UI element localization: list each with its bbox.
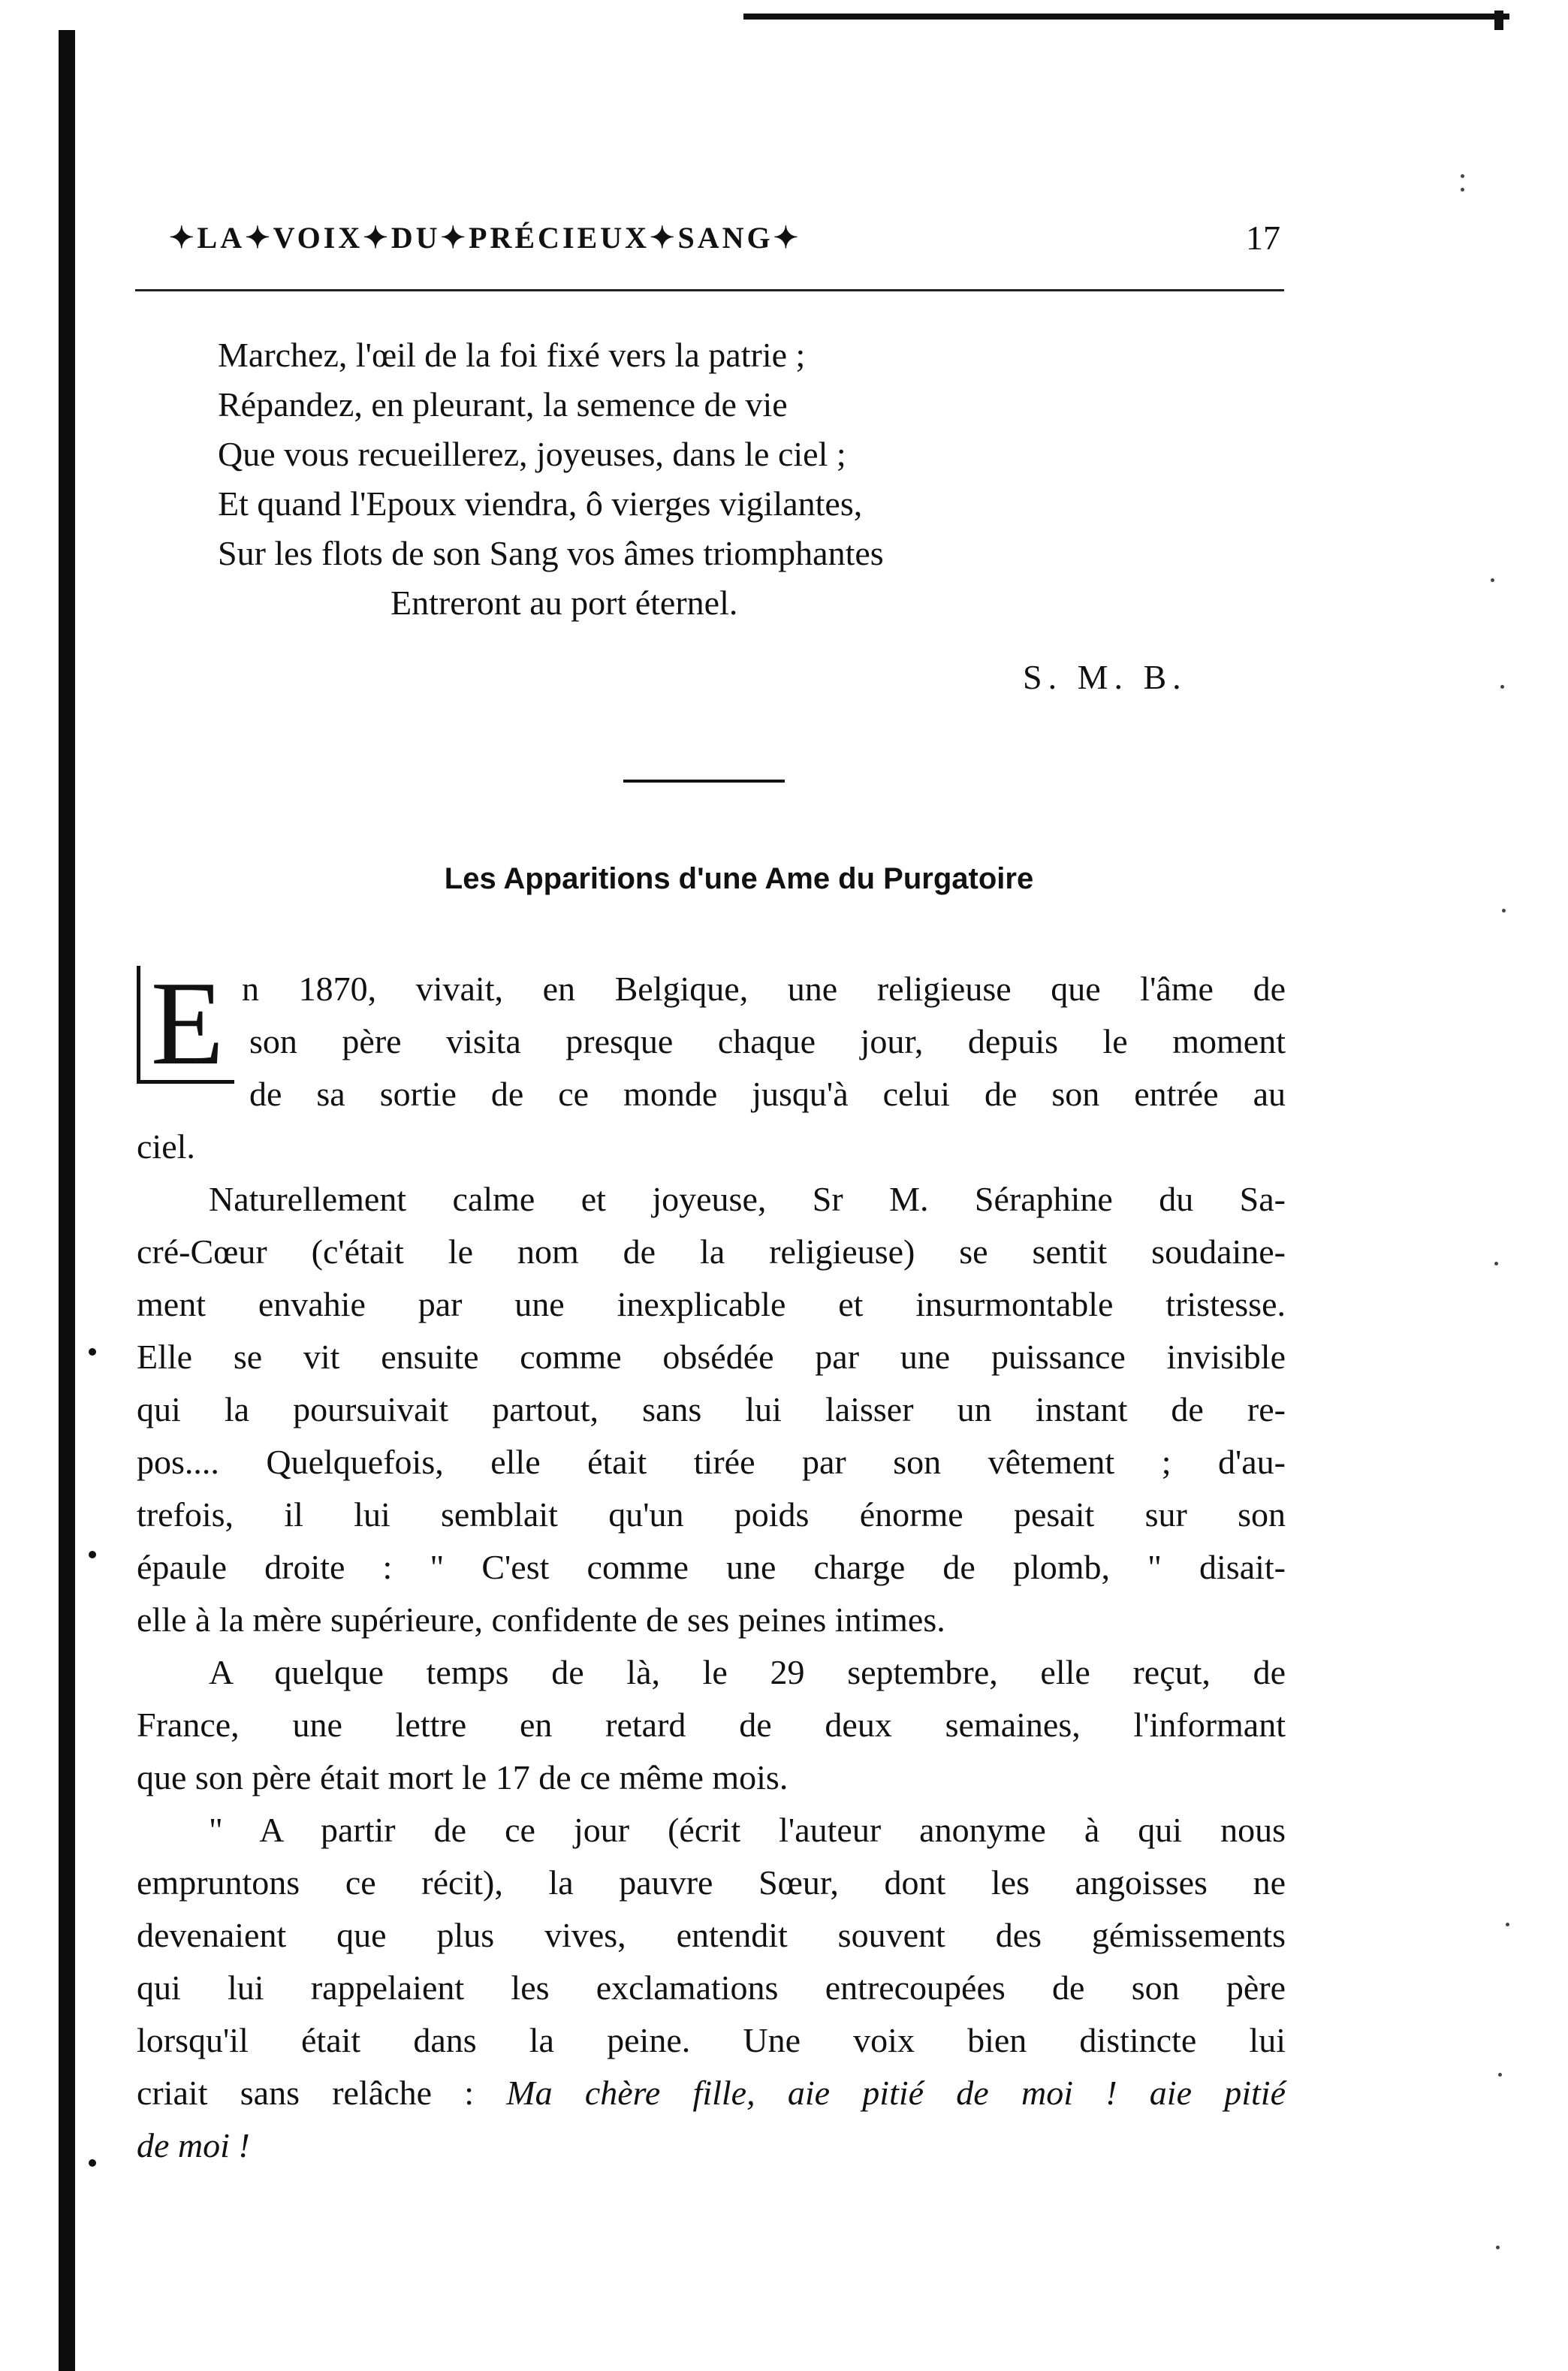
top-edge-rule [743,14,1509,20]
speck [1502,909,1506,913]
poem-line: Répandez, en pleurant, la semence de vie [218,385,788,424]
text-line: qui lui rappelaient les exclamations entrecoupées de son père [137,1968,1286,2007]
text-line: Naturellement calme et joyeuse, Sr M. Séraphine du Sa- [209,1180,1286,1218]
italic-quote: Ma chère fille, aie pitié de moi ! aie pitié [506,2074,1286,2112]
text-line: son père visita presque chaque jour, depuis le moment [249,1022,1286,1060]
speck [1496,2246,1500,2249]
running-head: ✦LA✦VOIX✦DU✦PRÉCIEUX✦SANG✦ [169,221,802,255]
speck [1494,1262,1498,1265]
text-line: n 1870, vivait, en Belgique, une religieuse que l'âme de [242,970,1286,1008]
text-line: empruntons ce récit), la pauvre Sœur, dont les angoisses ne [137,1863,1286,1902]
page-header [169,212,1280,264]
poem-signature: S. M. B. [1023,658,1187,696]
margin-dot [89,2159,96,2167]
poem-line: Sur les flots de son Sang vos âmes triomphantes [218,534,884,572]
text-run: criait sans relâche : [137,2074,507,2112]
poem-line: Marchez, l'œil de la foi fixé vers la patrie ; [218,336,806,374]
text-line: A quelque temps de là, le 29 septembre, elle reçut, de [209,1653,1286,1691]
text-line: France, une lettre en retard de deux semaines, l'informant [137,1706,1286,1744]
poem-line: Entreront au port éternel. [390,584,738,622]
text-line: trefois, il lui semblait qu'un poids énorme pesait sur son [137,1495,1286,1534]
drop-cap: E [137,966,234,1084]
text-line: cré-Cœur (c'était le nom de la religieuse) se sentit soudaine- [137,1232,1286,1271]
speck [1461,174,1464,178]
poem [218,330,1284,628]
text-line: ciel. [137,1127,195,1166]
header-rule [135,289,1284,291]
text-line: épaule droite : " C'est comme une charge de plomb, " disait- [137,1548,1286,1586]
text-line: ment envahie par une inexplicable et insurmontable tristesse. [137,1285,1286,1323]
page-edge-shadow [59,30,75,2371]
speck [1498,2073,1502,2077]
italic-quote-end: de moi ! [137,2126,250,2164]
speck [1506,1923,1509,1926]
poem-line: Que vous recueillerez, joyeuses, dans le ciel ; [218,435,846,473]
text-line-mixed [137,2067,1286,2119]
text-line: devenaient que plus vives, entendit souvent des gémissements [137,1916,1286,1954]
page-number: 17 [1246,219,1280,257]
text-line: elle à la mère supérieure, confidente de ses peines intimes. [137,1600,945,1639]
speck [1461,188,1464,192]
text-line: que son père était mort le 17 de ce même mois. [137,1758,789,1796]
margin-dot [89,1551,96,1558]
text-line: de sa sortie de ce monde jusqu'à celui de son entrée au [249,1075,1286,1113]
text-line: lorsqu'il était dans la peine. Une voix bien distincte lui [137,2021,1286,2059]
text-line: pos.... Quelquefois, elle était tirée par son vêtement ; d'au- [137,1443,1286,1481]
margin-dot [89,1348,96,1356]
poem-line: Et quand l'Epoux viendra, ô vierges vigilantes, [218,484,863,523]
article-title-text: Les Apparitions d'une Ame du Purgatoire [444,862,1034,895]
text-line: " A partir de ce jour (écrit l'auteur anonyme à qui nous [209,1811,1286,1849]
article-title [0,862,1568,896]
speck [1491,578,1494,582]
speck [1500,685,1504,689]
top-edge-mark [1494,11,1503,30]
text-line: Elle se vit ensuite comme obsédée par une puissance invisible [137,1338,1286,1376]
text-line: qui la poursuivait partout, sans lui laisser un instant de re- [137,1390,1286,1428]
article-body [137,963,1286,2172]
section-separator [623,780,785,783]
